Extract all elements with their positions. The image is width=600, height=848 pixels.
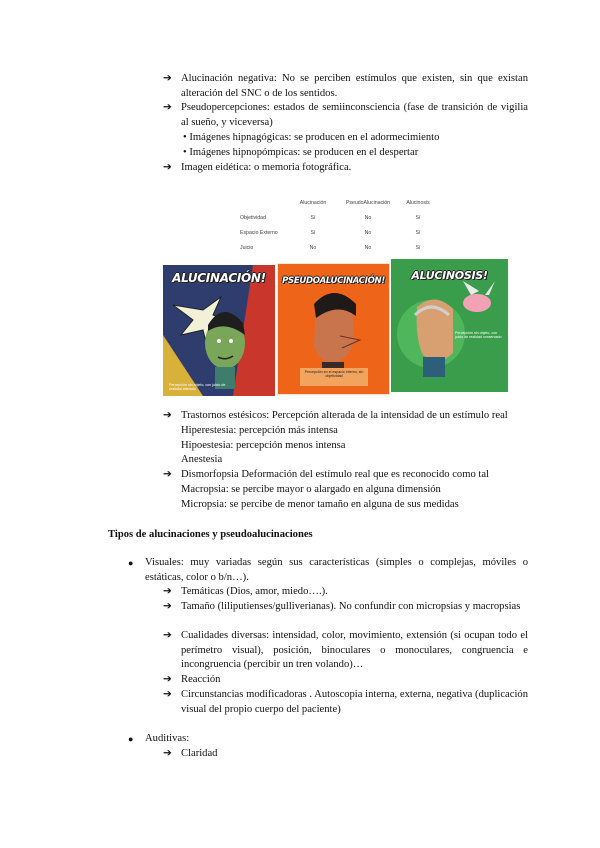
sub-item-tamano: [163, 600, 528, 615]
sub-item-hipnagogicas: • Imágenes hipnagógicas: se producen en el adormecimiento: [183, 132, 440, 143]
sub-item-cualidades: [163, 629, 528, 673]
list-item-pseudopercepciones: [163, 101, 528, 130]
poster-alucinacion: [163, 265, 275, 396]
list-item-text: Dismorfopsia Deformación del estímulo real que es reconocido como tal: [181, 469, 490, 480]
table-cell: Espacio Externo: [240, 230, 278, 237]
line-micropsia: Micropsia: se percibe de menor tamaño en alguna de sus medidas: [181, 499, 459, 510]
table-row: [240, 211, 439, 226]
poster-title: ALUCINACIÓN!: [172, 271, 266, 285]
table-row: [240, 226, 439, 241]
poster-pseudoalucinacion: [277, 263, 390, 395]
bullet-text: Auditivas:: [145, 733, 190, 744]
sub-item-text: Claridad: [181, 748, 218, 759]
arrow-icon: ➔: [163, 162, 172, 173]
table-header: Alucinación: [299, 200, 327, 207]
list-item-text: Alucinación negativa: No se perciben estímulos que existen, sin que existan alteración del SNC o de los sentidos.: [181, 73, 528, 99]
sub-item-text: Tamaño (liliputienses/gulliverianas). No confundir con micropsias y macropsias: [181, 601, 521, 612]
list-item-imagen-eidetica: [163, 161, 528, 176]
table-row: [240, 241, 439, 256]
line-hipoestesia: Hipoestesia: percepción menos intensa: [181, 440, 346, 451]
sub-item-circunstancias: [163, 688, 528, 717]
bullet-icon: ●: [128, 734, 134, 744]
table-header-row: [240, 196, 439, 211]
arrow-icon: ➔: [163, 410, 172, 421]
section-heading: Tipos de alucinaciones y pseudoalucinaciones: [108, 529, 313, 540]
sub-item-text: Circunstancias modificadoras . Autoscopia interna, externa, negativa (duplicación visual del propio cuerpo del paciente): [181, 689, 528, 715]
list-item-alucinacion-negativa: [163, 72, 528, 101]
table-cell: No: [309, 245, 317, 252]
arrow-icon: ➔: [163, 689, 172, 700]
poster-title: ALUCINOSIS!: [411, 269, 488, 282]
arrow-icon: ➔: [163, 674, 172, 685]
table-cell: Objetividad: [240, 215, 266, 222]
table-cell: Juicio: [240, 245, 254, 252]
sub-item-text: Temáticas (Dios, amor, miedo….).: [181, 586, 328, 597]
sub-item-claridad: [163, 747, 528, 762]
line-anestesia: Anestesia: [181, 454, 223, 465]
sub-item-reaccion: [163, 673, 528, 688]
list-item-text: Imagen eidética: o memoria fotográfica.: [181, 162, 352, 173]
comparison-table: [240, 196, 439, 256]
bullet-auditivas: [128, 732, 528, 747]
sub-item-hipnopompicas: • Imágenes hipnopómpicas: se producen en el despertar: [183, 147, 419, 158]
list-item-text: Pseudopercepciones: estados de semiinconsciencia (fase de transición de vigilia al sueño, y viceversa): [181, 102, 528, 128]
list-item-dismorfopsia: [163, 468, 528, 483]
sub-item-text: Reacción: [181, 674, 221, 685]
table-cell: No: [364, 215, 372, 222]
table-cell: No: [364, 230, 372, 237]
line-macropsia: Macropsia: se percibe mayor o alargado en alguna dimensión: [181, 484, 441, 495]
list-item-trastornos-estesicos: [163, 409, 528, 424]
table-cell: Sí: [415, 230, 421, 237]
arrow-icon: ➔: [163, 102, 172, 113]
arrow-icon: ➔: [163, 586, 172, 597]
poster-caption: Percepción sin objeto, con juicio de realidad conservado: [455, 331, 502, 340]
table-header: [240, 196, 287, 211]
table-header: PseudoAlucinación: [345, 200, 391, 207]
arrow-icon: ➔: [163, 469, 172, 480]
bullet-icon: ●: [128, 558, 134, 568]
arrow-icon: ➔: [163, 748, 172, 759]
list-item-text: Trastornos estésicos: Percepción alterada de la intensidad de un estímulo real: [181, 410, 508, 421]
bullet-visuales: [128, 556, 528, 585]
sub-item-text: Cualidades diversas: intensidad, color, movimiento, extensión (si ocupan todo el perímetro visual), posición, binoculares o monoculares, congruencia e incongruencia (percibir un tren volando)…: [181, 630, 528, 671]
poster-alucinosis: [391, 259, 508, 392]
table-cell: No: [364, 245, 372, 252]
table-cell: Sí: [415, 215, 421, 222]
poster-title: PSEUDOALUCINACIÓN!: [282, 276, 385, 286]
table-cell: Sí: [310, 230, 316, 237]
arrow-icon: ➔: [163, 630, 172, 641]
line-hiperestesia: Hiperestesia: percepción más intensa: [181, 425, 338, 436]
table-header: Alucinosis: [406, 200, 430, 207]
sub-item-tematicas: [163, 585, 528, 600]
bullet-text: Visuales: muy variadas según sus características (simples o complejas, móviles o estáticas, color o b/n…).: [145, 557, 528, 583]
poster-caption: Percepción sin objeto, con juicio de realidad alterado: [169, 383, 226, 392]
poster-caption: Percepción en el espacio interno, sin objetividad: [304, 370, 364, 379]
arrow-icon: ➔: [163, 601, 172, 612]
table-cell: Sí: [415, 245, 421, 252]
table-cell: Sí: [310, 215, 316, 222]
arrow-icon: ➔: [163, 73, 172, 84]
